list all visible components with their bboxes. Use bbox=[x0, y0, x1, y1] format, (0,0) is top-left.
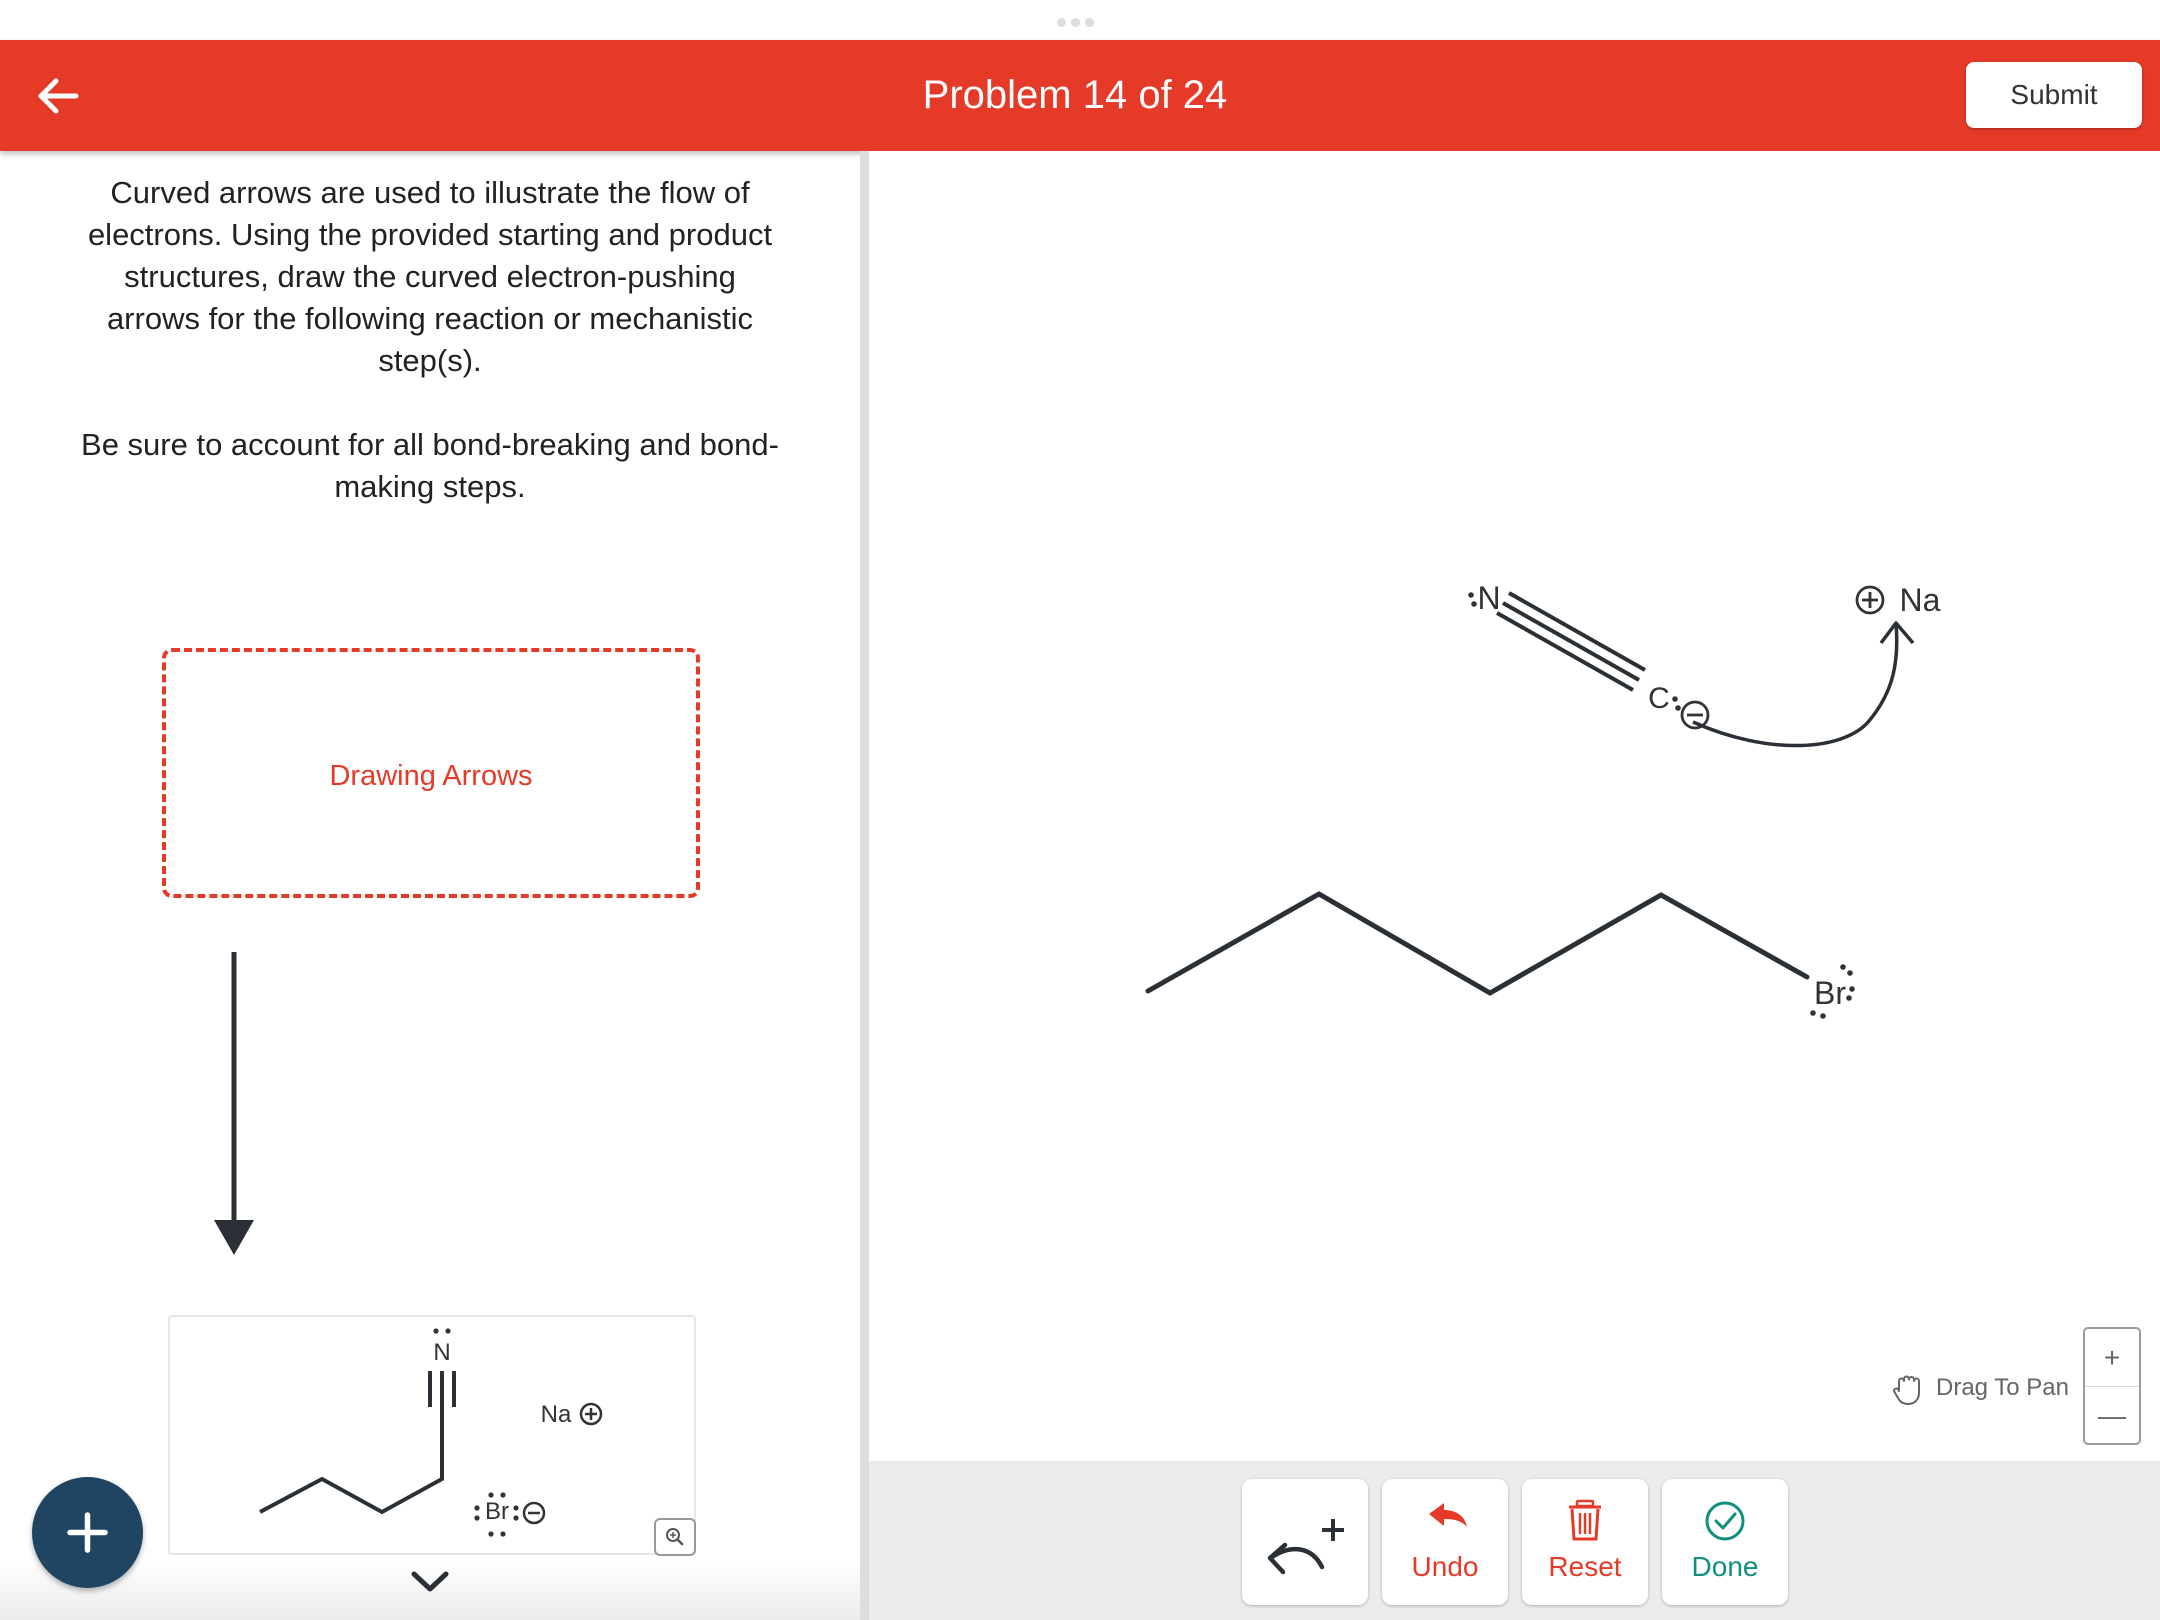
product-sodium-label: Na bbox=[540, 1401, 572, 1428]
canvas-sodium-label: Na bbox=[1899, 582, 1941, 618]
instructions-paragraph-1 bbox=[55, 172, 805, 382]
reset-label: Reset bbox=[1548, 1551, 1622, 1582]
chevron-down-icon[interactable] bbox=[408, 1567, 452, 1597]
product-structure-card[interactable] bbox=[168, 1315, 696, 1555]
zoom-in-button[interactable]: + bbox=[2103, 1342, 2121, 1373]
header-bar bbox=[0, 40, 2160, 151]
undo-button[interactable] bbox=[1382, 1479, 1508, 1605]
add-button[interactable] bbox=[32, 1477, 143, 1588]
panel-divider bbox=[860, 151, 869, 1620]
product-nitrogen-label: N bbox=[433, 1339, 451, 1366]
instruction-line: structures, draw the curved electron-pushing bbox=[124, 259, 736, 294]
instruction-line: arrows for the following reaction or mechanistic bbox=[106, 301, 754, 336]
drag-to-pan-label: Drag To Pan bbox=[1936, 1374, 2069, 1401]
drawing-toolbar bbox=[869, 1461, 2160, 1620]
drawing-canvas[interactable] bbox=[869, 151, 2160, 1461]
undo-label: Undo bbox=[1411, 1551, 1479, 1582]
check-circle-icon bbox=[1662, 1499, 1788, 1543]
done-button[interactable] bbox=[1662, 1479, 1788, 1605]
canvas-structures bbox=[869, 151, 2160, 1461]
zoom-control bbox=[2083, 1327, 2141, 1445]
curved-arrow-plus-icon bbox=[1242, 1499, 1368, 1599]
plus-icon bbox=[32, 1477, 143, 1588]
product-structure bbox=[170, 1317, 694, 1553]
instruction-line: step(s). bbox=[378, 343, 482, 378]
trash-icon bbox=[1522, 1499, 1648, 1543]
zoom-out-button[interactable]: — bbox=[2098, 1400, 2126, 1431]
curved-arrow-tool-button[interactable] bbox=[1242, 1479, 1368, 1605]
drawing-arrows-target[interactable] bbox=[162, 648, 700, 898]
reset-button[interactable] bbox=[1522, 1479, 1648, 1605]
canvas-nitrogen-label: N bbox=[1477, 580, 1501, 616]
alkyl-chain-bonds bbox=[1148, 894, 1807, 993]
canvas-bromine-label: Br bbox=[1814, 975, 1846, 1011]
drawing-arrows-label: Drawing Arrows bbox=[329, 760, 533, 792]
magnify-icon bbox=[656, 1520, 694, 1554]
hand-icon bbox=[1892, 1371, 1926, 1407]
page-title: Problem 14 of 24 bbox=[922, 73, 1228, 117]
canvas-carbon-label: C bbox=[1648, 682, 1670, 715]
curved-electron-arrow bbox=[1693, 623, 1897, 746]
undo-icon bbox=[1382, 1499, 1508, 1539]
instruction-line: Be sure to account for all bond-breaking and bond- bbox=[81, 427, 779, 462]
reaction-arrow bbox=[210, 950, 258, 1260]
window-grabber[interactable] bbox=[1057, 14, 1103, 24]
instruction-line: Curved arrows are used to illustrate the flow of bbox=[110, 175, 750, 210]
submit-button[interactable]: Submit bbox=[1966, 62, 2142, 128]
drag-to-pan-hint bbox=[1892, 1368, 2069, 1408]
instruction-line: making steps. bbox=[334, 469, 526, 504]
product-bromide-label: Br bbox=[485, 1498, 509, 1525]
done-label: Done bbox=[1691, 1551, 1759, 1582]
instruction-line: electrons. Using the provided starting and product bbox=[87, 217, 773, 252]
instructions-paragraph-2 bbox=[55, 424, 805, 508]
zoom-structure-button[interactable] bbox=[654, 1518, 696, 1556]
